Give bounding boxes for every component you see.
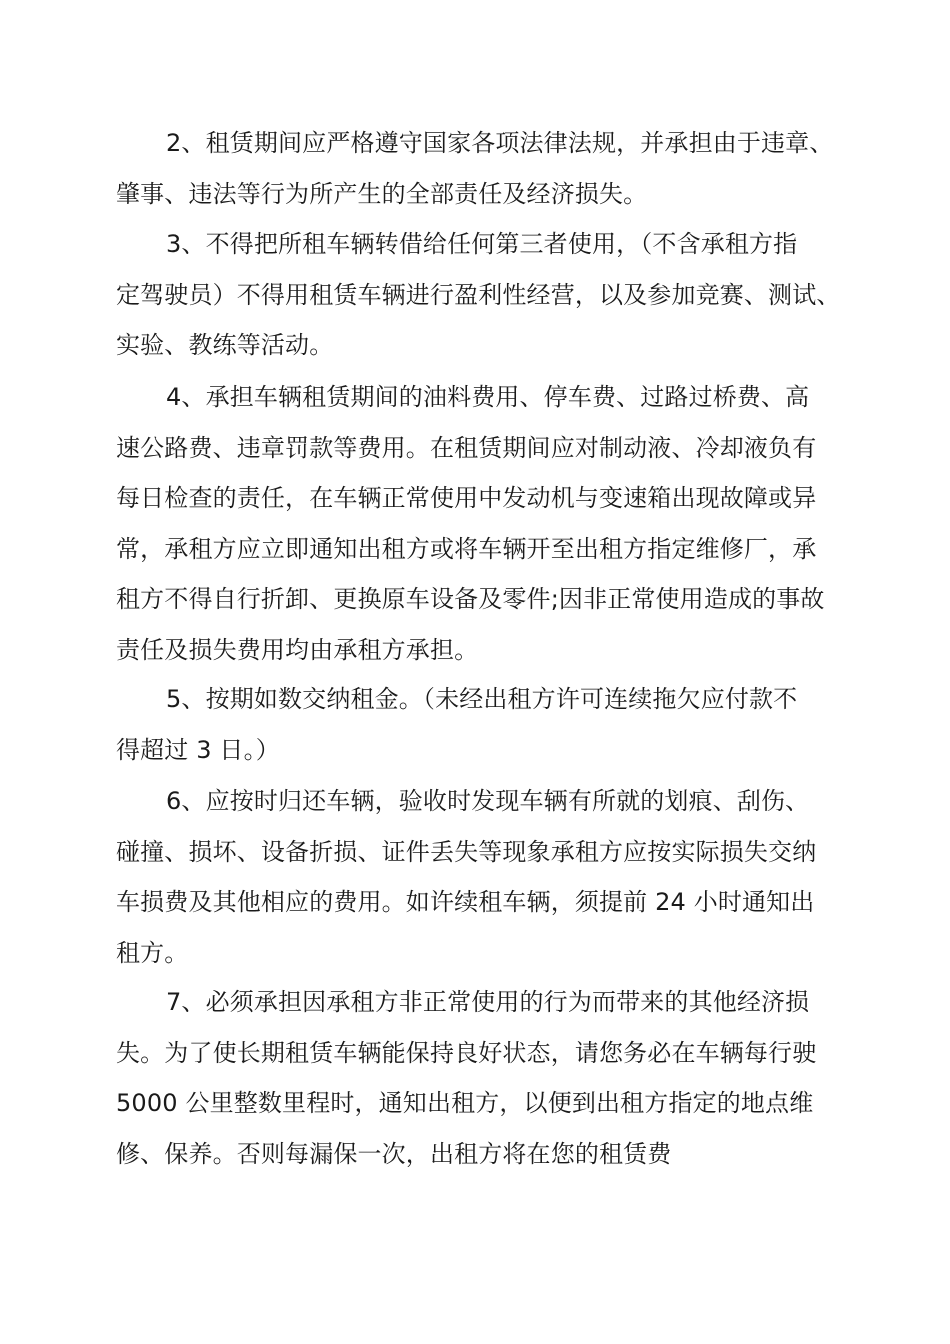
text-line: 肇事、违法等行为所产生的全部责任及经济损失。: [116, 179, 648, 208]
text-line: 7、必须承担因承租方非正常使用的行为而带来的其他经济损: [166, 988, 810, 1016]
clause-2: [116, 118, 856, 219]
text-line: 2、租赁期间应严格遵守国家各项法律法规，并承担由于违章、: [166, 129, 834, 157]
text-line: 失。为了使长期租赁车辆能保持良好状态，请您务必在车辆每行驶: [116, 1038, 817, 1067]
text-line: 5、按期如数交纳租金。（未经出租方许可连续拖欠应付款不: [166, 685, 798, 713]
clause-4: [116, 372, 856, 676]
text-line: 实验、教练等活动。: [116, 331, 334, 360]
text-line: 租方。: [116, 938, 189, 967]
text-line: 修、保养。否则每漏保一次，出租方将在您的租赁费: [116, 1139, 672, 1168]
text-line: 4、承担车辆租赁期间的油料费用、停车费、过路过桥费、高: [166, 383, 810, 411]
text-line: 6、应按时归还车辆，验收时发现车辆有所就的划痕、刮伤、: [166, 787, 810, 815]
text-line: 每日检查的责任，在车辆正常使用中发动机与变速箱出现故障或异: [116, 484, 817, 513]
clause-7: [116, 977, 856, 1179]
text-line: 3、不得把所租车辆转借给任何第三者使用，（不含承租方指: [166, 230, 798, 258]
clause-5: [116, 674, 856, 775]
text-line: 定驾驶员）不得用租赁车辆进行盈利性经营，以及参加竞赛、测试、: [116, 280, 841, 309]
text-line: 车损费及其他相应的费用。如许续租车辆，须提前 24 小时通知出: [116, 888, 815, 917]
text-line: 租方不得自行折卸、更换原车设备及零件;因非正常使用造成的事故: [116, 585, 825, 614]
text-line: 责任及损失费用均由承租方承担。: [116, 635, 479, 664]
text-line: 得超过 3 日。）: [116, 735, 280, 764]
text-line: 5000 公里整数里程时，通知出租方，以便到出租方指定的地点维: [116, 1089, 814, 1118]
clause-3: [116, 219, 856, 371]
text-line: 速公路费、违章罚款等费用。在租赁期间应对制动液、冷却液负有: [116, 433, 817, 462]
text-line: 常，承租方应立即通知出租方或将车辆开至出租方指定维修厂，承: [116, 534, 817, 563]
clause-6: [116, 776, 856, 978]
text-line: 碰撞、损坏、设备折损、证件丢失等现象承租方应按实际损失交纳: [116, 837, 817, 866]
